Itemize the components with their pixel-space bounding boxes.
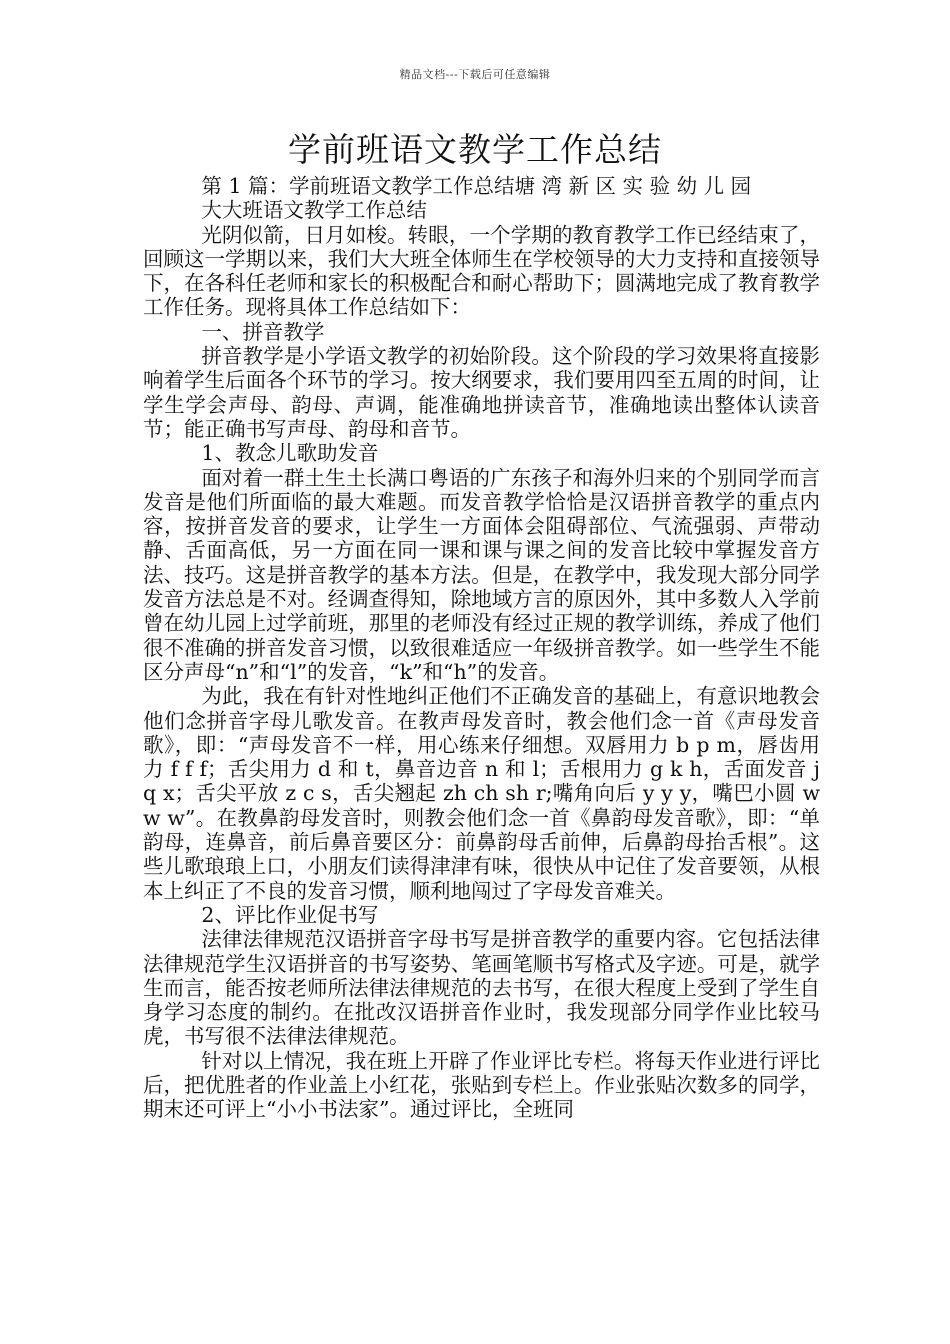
paragraph: 为此，我在有针对性地纠正他们不正确发音的基础上，有意识地教会他们念拼音字母儿歌发音。在教声母发音时，教会他们念一首《声母发音歌》，即：“声母发音不一样，用心练来仔细想。双唇用力 b p m，唇齿用力 f f f；舌尖用力 d 和 t，鼻音边音 n 和 l；舌根用力 g k h，舌面发音 j q x；舌尖平放 z c s，舌尖翘起 zh ch sh r;嘴角向后 y y y，嘴巴小圆 w w w”。在教鼻韵母发音时，则教会他们念一首《鼻韵母发音歌》，即：“单韵母，连鼻音，前后鼻音要区分：前鼻韵母舌前伸，后鼻韵母抬舌根”。这些儿歌琅琅上口，小朋友们读得津津有味，很快从中记住了发音要领，从根本上纠正了不良的发音习惯，顺利地闯过了字母发音难关。 [143,684,820,903]
subheading: 一、拼音教学 [201,319,325,344]
section-heading: 第 1 篇：学前班语文教学工作总结塘 湾 新 区 实 验 幼 儿 园 [201,174,752,198]
subheading: 1、教念儿歌助发音 [201,441,379,466]
paragraph: 光阴似箭，日月如梭。转眼，一个学期的教育教学工作已经结束了，回顾这一学期以来，我们大大班全体师生在学校领导的大力支持和直接领导下，在各科任老师和家长的积极配合和耐心帮助下；圆满地完成了教育教学工作任务。现将具体工作总结如下： [143,222,820,320]
document-body [143,174,820,1122]
document-title: 学前班语文教学工作总结 [288,130,662,169]
paragraph: 法律法律规范汉语拼音字母书写是拼音教学的重要内容。它包括法律法律规范学生汉语拼音的书写姿势、笔画笔顺书写格式及字迹。可是，就学生而言，能否按老师所法律法律规范的去书写，在很大程度上受到了学生自身学习态度的制约。在批改汉语拼音作业时，我发现部分同学作业比较马虎，书写很不法律法律规范。 [143,927,820,1049]
paragraph: 面对着一群土生土长满口粤语的广东孩子和海外归来的个别同学而言发音是他们所面临的最大难题。而发音教学恰恰是汉语拼音教学的重点内容，按拼音发音的要求，让学生一方面体会阻碍部位、气流强弱、声带动静、舌面高低，另一方面在同一课和课与课之间的发音比较中掌握发音方法、技巧。这是拼音教学的基本方法。但是，在教学中，我发现大部分同学发音方法总是不对。经调查得知，除地域方言的原因外，其中多数人入学前曾在幼儿园上过学前班，那里的老师没有经过正规的教学训练，养成了他们很不准确的拼音发音习惯，以致很难适应一年级拼音教学。如一些学生不能区分声母“n”和“l”的发音，“k”和“h”的发音。 [143,465,820,684]
header-note: 精品文档---下载后可任意编辑 [399,68,551,81]
paragraph: 针对以上情况，我在班上开辟了作业评比专栏。将每天作业进行评比后，把优胜者的作业盖上小红花，张贴到专栏上。作业张贴次数多的同学，期末还可评上“小小书法家”。通过评比，全班同 [143,1048,820,1122]
subtitle: 大大班语文教学工作总结 [201,198,427,223]
subheading: 2、评比作业促书写 [201,902,379,927]
paragraph: 拼音教学是小学语文教学的初始阶段。这个阶段的学习效果将直接影响着学生后面各个环节的学习。按大纲要求，我们要用四至五周的时间，让学生学会声母、韵母、声调，能准确地拼读音节，准确地读出整体认读音节；能正确书写声母、韵母和音节。 [143,344,820,441]
